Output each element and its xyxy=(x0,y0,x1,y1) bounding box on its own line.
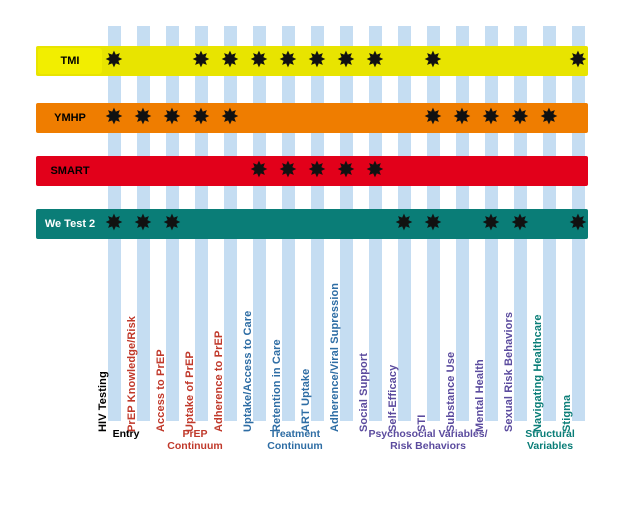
column-label: Uptake/Access to Care xyxy=(242,310,254,432)
column-label: PrEP Knowledge/Risk xyxy=(126,315,138,432)
outcome-marker: ✸ xyxy=(191,105,211,130)
study-row-bar xyxy=(36,46,588,76)
group-caption-line: Continuum xyxy=(167,440,223,452)
group-caption-line: Psychosocial Variables/ xyxy=(368,428,488,440)
study-label-tmi: TMI xyxy=(38,48,102,74)
group-caption-line: Variables xyxy=(526,440,574,452)
study-label-ymhp: YMHP xyxy=(38,105,102,131)
outcome-marker: ✸ xyxy=(336,48,356,73)
column-label: Stigma xyxy=(561,394,573,432)
group-caption-line: Continuum xyxy=(267,440,323,452)
column-label: ART Uptake xyxy=(300,368,312,432)
column-label: STI xyxy=(416,414,428,432)
outcome-marker: ✸ xyxy=(104,211,124,236)
outcome-marker: ✸ xyxy=(423,105,443,130)
outcome-marker: ✸ xyxy=(191,48,211,73)
outcome-marker: ✸ xyxy=(481,211,501,236)
group-caption-line: Entry xyxy=(112,428,140,440)
outcome-marker: ✸ xyxy=(423,48,443,73)
column-label: Retention in Care xyxy=(271,339,283,432)
outcome-marker: ✸ xyxy=(220,105,240,130)
column-label: Adherence/Viral Supression xyxy=(329,282,341,432)
outcome-marker: ✸ xyxy=(278,158,298,183)
group-caption-line: Risk Behaviors xyxy=(390,440,466,452)
group-caption-line: Structural xyxy=(525,428,575,440)
outcome-marker: ✸ xyxy=(104,48,124,73)
outcome-marker: ✸ xyxy=(510,105,530,130)
study-label-smart: SMART xyxy=(38,158,102,184)
column-label: Self-Efficacy xyxy=(387,364,399,432)
outcome-marker: ✸ xyxy=(394,211,414,236)
outcome-marker: ✸ xyxy=(133,105,153,130)
outcome-marker: ✸ xyxy=(307,158,327,183)
outcome-marker: ✸ xyxy=(510,211,530,236)
column-label: Mental Health xyxy=(474,359,486,432)
group-caption xyxy=(152,428,238,452)
outcome-marker: ✸ xyxy=(336,158,356,183)
outcome-marker: ✸ xyxy=(452,105,472,130)
outcome-marker: ✸ xyxy=(539,105,559,130)
column-label: Social Support xyxy=(358,352,370,432)
column-label: Uptake of PrEP xyxy=(184,351,196,432)
study-row-bar xyxy=(36,209,588,239)
outcome-marker: ✸ xyxy=(220,48,240,73)
outcome-marker: ✸ xyxy=(249,48,269,73)
column-label: Sexual Risk Behaviors xyxy=(503,311,515,432)
column-label: Access to PrEP xyxy=(155,349,167,432)
outcome-marker: ✸ xyxy=(162,211,182,236)
outcome-marker: ✸ xyxy=(162,105,182,130)
column-label: Navigating Healthcare xyxy=(532,314,544,432)
outcome-marker: ✸ xyxy=(423,211,443,236)
column-label: HIV Testing xyxy=(97,371,109,432)
outcome-marker: ✸ xyxy=(307,48,327,73)
outcome-marker: ✸ xyxy=(133,211,153,236)
group-caption-line: PrEP xyxy=(182,428,208,440)
group-caption xyxy=(98,428,154,440)
group-caption xyxy=(358,428,498,452)
outcome-marker: ✸ xyxy=(365,48,385,73)
study-label-we-test-2: We Test 2 xyxy=(38,211,102,237)
group-caption xyxy=(512,428,588,452)
group-caption-line: Treatment xyxy=(269,428,321,440)
outcome-marker: ✸ xyxy=(481,105,501,130)
group-caption xyxy=(252,428,338,452)
outcome-marker: ✸ xyxy=(249,158,269,183)
outcome-marker: ✸ xyxy=(568,211,588,236)
study-row-bar xyxy=(36,156,588,186)
column-label: Substance Use xyxy=(445,351,457,432)
outcome-marker: ✸ xyxy=(104,105,124,130)
outcome-marker: ✸ xyxy=(278,48,298,73)
outcome-marker: ✸ xyxy=(365,158,385,183)
column-label: Adherence to PrEP xyxy=(213,330,225,432)
study-row-bar xyxy=(36,103,588,133)
outcome-marker: ✸ xyxy=(568,48,588,73)
